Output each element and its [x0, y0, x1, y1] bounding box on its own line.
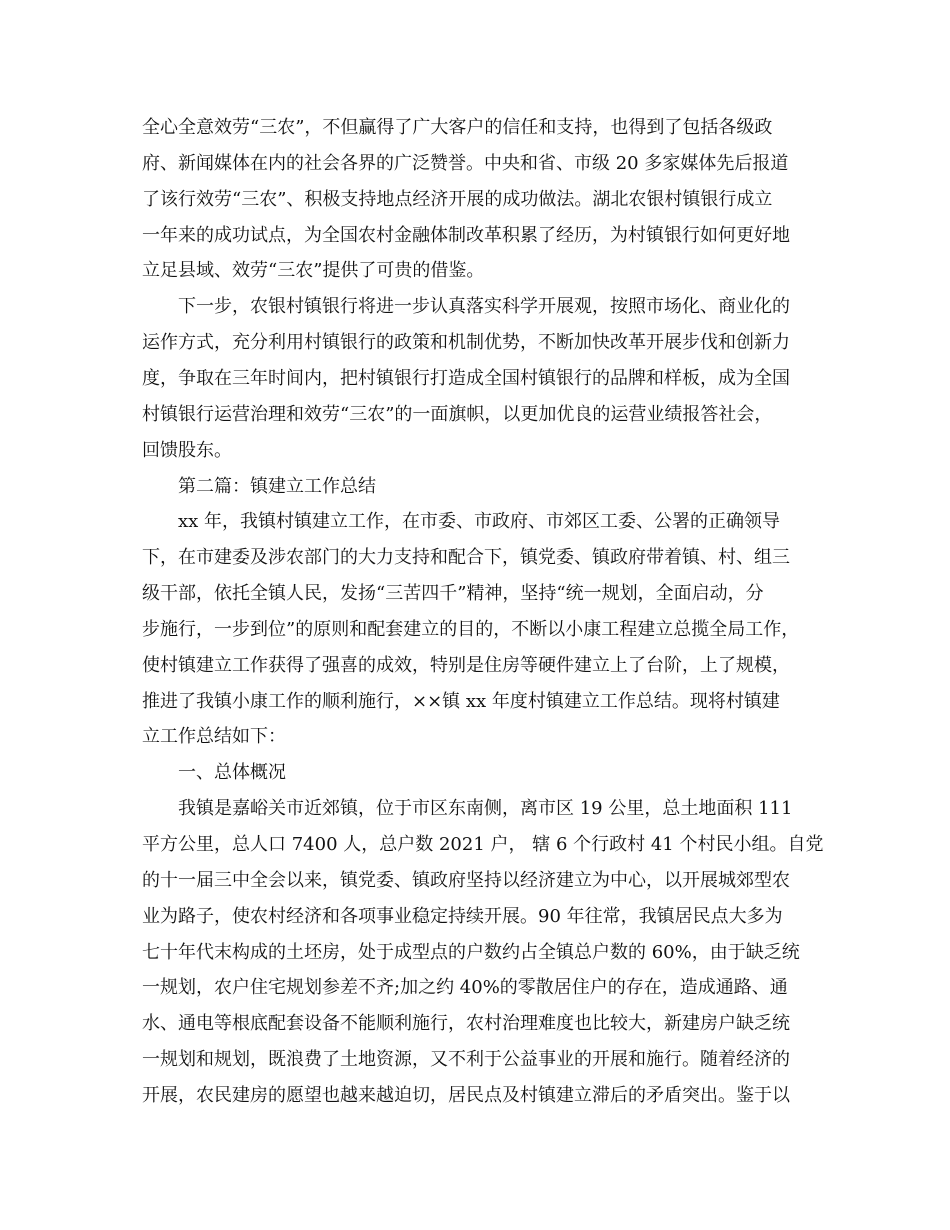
body-text-line: 运作方式，充分利用村镇银行的政策和机制优势，不断加快改革开展步伐和创新力 — [142, 332, 790, 354]
body-text-line: 业为路子，使农村经济和各项事业稳定持续开展。90 年往常，我镇居民点大多为 — [142, 905, 783, 927]
body-text-line: 水、通电等根底配套设备不能顺利施行，农村治理难度也比较大，新建房户缺乏统 — [142, 1013, 790, 1035]
section-heading: 一、总体概况 — [178, 762, 286, 784]
body-text-line: 一规划，农户住宅规划参差不齐;加之约 40%的零散居住户的存在，造成通路、通 — [142, 977, 788, 999]
body-text-line: 一规划和规划，既浪费了土地资源，又不利于公益事业的开展和施行。随着经济的 — [142, 1049, 790, 1071]
body-text-line: 下，在市建委及涉农部门的大力支持和配合下，镇党委、镇政府带着镇、村、组三 — [142, 547, 790, 569]
body-text-line: 村镇银行运营治理和效劳“三农”的一面旗帜，以更加优良的运营业绩报答社会， — [142, 403, 773, 425]
body-text-line: xx 年，我镇村镇建立工作，在市委、市政府、市郊区工委、公署的正确领导 — [178, 511, 781, 533]
body-text-line: 七十年代末构成的土坯房，处于成型点的户数约占全镇总户数的 60%，由于缺乏统 — [142, 941, 800, 963]
body-text-line: 全心全意效劳“三农”，不但赢得了广大客户的信任和支持，也得到了包括各级政 — [142, 117, 773, 138]
body-text-line: 立工作总结如下： — [142, 726, 286, 748]
body-text-line: 下一步，农银村镇银行将进一步认真落实科学开展观，按照市场化、商业化的 — [178, 296, 790, 318]
body-text-line: 立足县域、效劳“三农”提供了可贵的借鉴。 — [142, 260, 485, 282]
body-text-line: 回馈股东。 — [142, 439, 232, 461]
body-text-line: 府、新闻媒体在内的社会各界的广泛赞誉。中央和省、市级 20 多家媒体先后报道 — [142, 152, 789, 174]
body-text-line: 开展，农民建房的愿望也越来越迫切，居民点及村镇建立滞后的矛盾突出。鉴于以 — [142, 1084, 790, 1106]
section-heading: 第二篇：镇建立工作总结 — [178, 475, 376, 497]
body-text-line: 使村镇建立工作获得了强喜的成效，特别是住房等硬件建立上了台阶，上了规模， — [142, 654, 790, 676]
body-text-line: 我镇是嘉峪关市近郊镇，位于市区东南侧，离市区 19 公里，总土地面积 111 — [178, 798, 793, 820]
body-text-line: 的十一届三中全会以来，镇党委、镇政府坚持以经济建立为中心，以开展城郊型农 — [142, 869, 790, 891]
body-text-line: 平方公里，总人口 7400 人，总户数 2021 户， 辖 6 个行政村 41 个村民小组。自党 — [142, 834, 824, 855]
body-text-line: 一年来的成功试点，为全国农村金融体制改革积累了经历，为村镇银行如何更好地 — [142, 224, 790, 246]
body-text-line: 度，争取在三年时间内，把村镇银行打造成全国村镇银行的品牌和样板，成为全国 — [142, 367, 790, 389]
body-text-line: 步施行，一步到位”的原则和配套建立的目的，不断以小康工程建立总揽全局工作， — [142, 618, 800, 640]
body-text-line: 了该行效劳“三农”、积极支持地点经济开展的成功做法。湖北农银村镇银行成立 — [142, 188, 773, 210]
body-text-line: 推进了我镇小康工作的顺利施行，××镇 xx 年度村镇建立工作总结。现将村镇建 — [142, 690, 780, 712]
body-text-line: 级干部，依托全镇人民，发扬“三苦四千”精神，坚持“统一规划，全面启动，分 — [142, 583, 764, 605]
